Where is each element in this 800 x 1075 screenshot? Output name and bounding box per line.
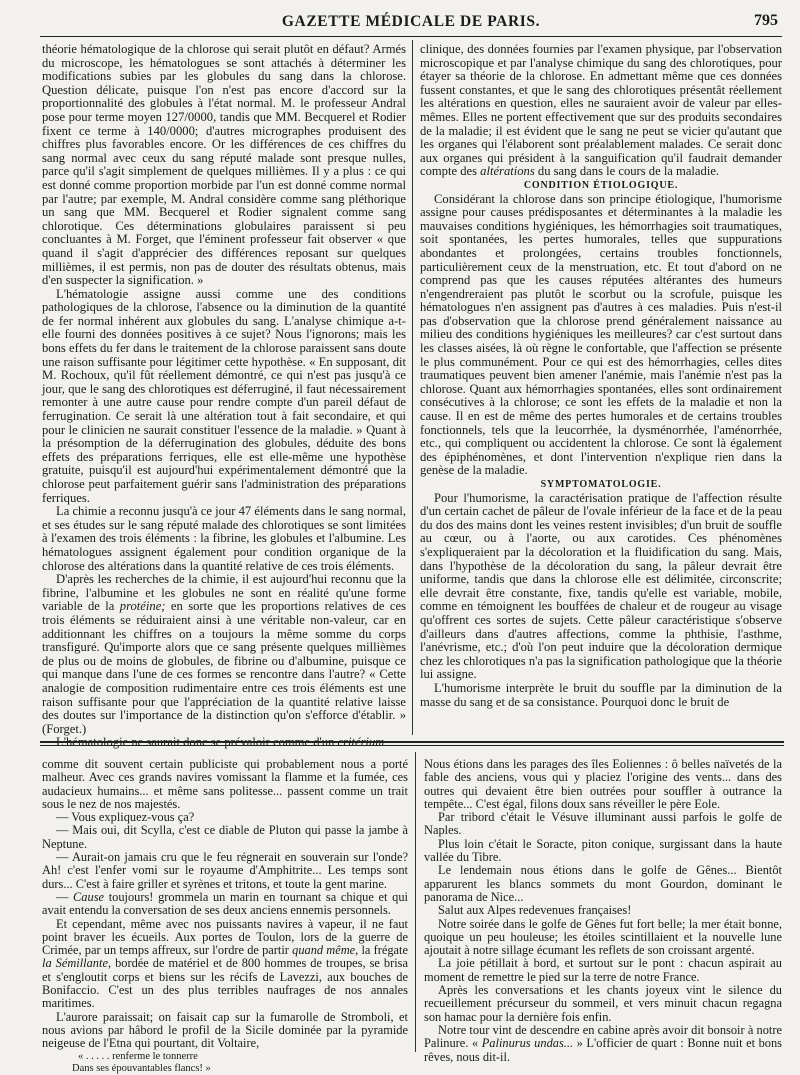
dialogue-line: — Mais oui, dit Scylla, c'est ce diable de Pluton qui passe la jambe à Neptune. bbox=[42, 823, 408, 851]
paragraph: Après les conversations et les chants joyeux vint le silence du recueillement précurseur du sommeil, et vers minuit chacun regagna son hamac pour la dernière fois enfin. bbox=[424, 983, 782, 1024]
page-number: 795 bbox=[754, 12, 778, 29]
paragraph: Nous étions dans les parages des îles Eoliennes : ô belles naïvetés de la fable des anciens, vous qui y placiez l'origine des vents... dans des outres qui devaient être bien outrées pour souffler à outrance la tempête... C'est égal, filons doux sans réveiller le père Eole. bbox=[424, 757, 782, 811]
verse-line: Dans ses épouvantables flancs! » bbox=[72, 1062, 211, 1074]
journal-title: GAZETTE MÉDICALE DE PARIS. bbox=[281, 13, 541, 30]
text-run: la frégate bbox=[361, 943, 408, 958]
paragraph: Pour l'humorisme, la caractérisation pratique de l'affection résulte d'un certain cachet de pâleur de l'ovale inférieur de la face et de la peau du dos des mains dont les veines restent invisibles; d'un bruit de souffle au cœur, ou à l'aorte, ou aux carotides. Ces phénomènes s'expliqueraient par la décoloration et la fluidification du sang. Mais, dans l'hypothèse de la décoloration du sang, la pâleur devrait être uniforme, tandis que dans la chlorose elle est délimitée, circonscrite; elle devrait être constante, fixe, tandis qu'elle est variable, mobile, comme en témoignent les bouffées de chaleur et de rougeur au visage qu'offrent ces sortes de sujets. Cette pâleur caractéristique s'observe d'ailleurs dans d'autres affections, comme la phthisie, l'asthme, l'anévrisme, etc.; d'où l'on peut induire que la décoloration dermique chez les chlorotiques n'a pas la signification pathologique que la théorie lui assigne. bbox=[420, 490, 782, 682]
column-divider bbox=[412, 40, 413, 735]
emphasis: altérations bbox=[480, 164, 535, 179]
feuilleton-rule-thin bbox=[40, 745, 784, 746]
paragraph: La joie pétillait à bord, et surtout sur le pont : chacun aspirait au moment de remettre le pied sur la terre de notre France. bbox=[424, 956, 782, 984]
paragraph: Salut aux Alpes redevenues françaises! bbox=[438, 903, 632, 918]
verse-line: « . . . . . renferme le tonnerre bbox=[78, 1050, 198, 1062]
paragraph: L'hématologie assigne aussi comme une des conditions pathologiques de la chlorose, l'absence ou la diminution de la quantité de fer normal inhérent aux globules du sang. L'analyse chimique a-t-elle fourni des données positives à ce sujet? Nous l'ignorons; mais les bons effets du fer dans le traitement de la chlorose paraissent sans doute une raison suffisante pour légitimer cette hypothèse. « En supposant, dit M. Rochoux, qu'il fût réellement démontré, ce qui n'est pas jusqu'à ce jour, que le sang des chlorotiques est déferruginé, il faut nécessairement remonter à une autre cause pour rendre compte d'un pareil défaut de ferrugination. Ce serait là une altération tout à fait secondaire, et qui pour le clinicien ne saurait constituer l'essence de la maladie. » Quant à la présomption de la déferrugination des globules, déduite des bons effets des préparations ferriques, elle est elle-même une hypothèse gratuite, puisqu'il est aujourd'hui expérimentalement démontré que la chlorose peut parfaitement guérir sans l'administration des préparations ferriques. bbox=[42, 286, 406, 505]
feuilleton-rule bbox=[40, 741, 784, 743]
emphasis: la Sémillante, bbox=[42, 956, 112, 971]
dialogue-line: — Vous expliquez-vous ça? bbox=[56, 810, 195, 825]
section-heading-symptoms: SYMPTOMATOLOGIE. bbox=[540, 479, 662, 490]
paragraph: Le lendemain nous étions dans le golfe de Gênes... Bientôt apparurent les blancs sommets du mont Gourdon, dominant le panorama de Nice... bbox=[424, 863, 782, 904]
emphasis: Palinurus undas... bbox=[481, 1036, 574, 1051]
emphasis: protéine; bbox=[119, 599, 166, 614]
text-run: — bbox=[56, 889, 69, 904]
text-run: en sorte que les proportions relatives de ces trois éléments se réduiraient ainsi à une véritable non-valeur, car en additionnant les chiffres on a toujours la même somme du corps transfiguré. Qu'importe alors que ce sang présente quelques millièmes de plus ou de moins de globules, de fibrine ou d'albumine, puisque ce qui manque dans l'une de ces formes se rencontre dans l'autre? « Cette analogie de composition rudimentaire entre ces trois éléments est une raison suffisante pour que l'appréciation de la quantité relative laisse des doutes sur l'importance de la distinction qu'on s'efforce d'établir. » (Forget.) bbox=[42, 599, 407, 736]
column-divider bbox=[415, 752, 416, 1052]
feuilleton-column-right bbox=[424, 757, 782, 1064]
text-run: clinique, des données fournies par l'examen physique, par l'observation microscopique et par l'analyse chimique du sang des chlorotiques, pour étayer sa théorie de la chlorose. En admettant même que ces données fussent constantes, et que le sang des chlorotiques présentât réellement les altérations en question, elles ne sauraient avoir de valeur par elles-mêmes. Elles ne portent effectivement que sur des produits secondaires de la maladie; il est évident que le sang ne peut se vicier qu'autant que les organes qui l'élaborent sont préalablement malades. Ce serait donc aux organes qui président à la sanguification qu'il faudrait demander compte des bbox=[420, 42, 782, 179]
paragraph: Considérant la chlorose dans son principe étiologique, l'humorisme assigne pour causes prédisposantes et déterminantes à la maladie les mauvaises conditions hygiéniques, les hémorrhagies soit traumatiques, soit spontanées, les pertes humorales, telles que suppurations abondantes et prolongées, certains troubles fonctionnels, particulièrement ceux de la menstruation, etc. Et tout d'abord on ne comprend pas que les causes réputées altérantes des humeurs n'engendreraient pas plutôt le scorbut ou la scrofule, puisque les hématologues n'en assignent pas d'autres à ces maladies. Puis n'est-il pas d'observation que la chlorose prend généralement naissance au milieu des conditions hygiéniques les meilleures? car c'est surtout dans les classes aisées, là où règne le confortable, que l'affection se présente le plus communément. Pour ce qui est des hémorrhagies, celles dites traumatiques peuvent bien amener l'anémie, mais l'anémie n'est pas la chlorose. Quant aux hémorrhagies spontanées, elles sont ordinairement consécutives à la chlorose; ce sont les effets de la maladie et non la cause. Il en est de même des pertes humorales et de certains troubles fonctionnels, tels que la leucorrhée, la dysménorrhée, l'aménorrhée, etc., qui compliquent ou accidentent la chlorose. Ce sont là également des épiphénomènes, et dont l'intervention n'explique rien dans la genèse de la maladie. bbox=[420, 191, 782, 478]
dialogue-line bbox=[42, 891, 408, 918]
paragraph: Plus loin c'était le Soracte, piton conique, surgissant dans la haute vallée du Tibre. bbox=[424, 836, 782, 865]
paragraph bbox=[42, 918, 408, 1011]
paragraph bbox=[420, 43, 782, 179]
text-run: Notre tour vint de descendre en cabine après avoir dit bonsoir à notre Palinure. « bbox=[424, 1022, 782, 1051]
paragraph: L'aurore paraissait; on faisait cap sur la fumarolle de Stromboli, et nous avions par hâbord le profil de la Sicile dominée par la pyramide neigeuse de l'Etna qui pourtant, dit Voltaire, bbox=[42, 1009, 408, 1051]
paragraph: La chimie a reconnu jusqu'à ce jour 47 éléments dans le sang normal, et ses études sur le sang réputé malade des chlorotiques se sont limitées à l'examen des trois éléments : la fibrine, les globules et l'albumine. Les hématologues assignent également pour condition organique de la chlorose des altérations dans la quantité relative de ces trois éléments. bbox=[42, 504, 406, 573]
text-run: D'après les recherches de la chimie, il est aujourd'hui reconnu que la fibrine, l'albumine et les globules ne sont en réalité qu'une forme variable de la bbox=[42, 572, 406, 614]
paragraph bbox=[42, 736, 406, 750]
text-run: » L'officier de quart : Bonne nuit et bons rêves, nous dit-il. bbox=[424, 1036, 782, 1064]
paragraph: Par tribord c'était le Vésuve illuminant aussi parfois le golfe de Naples. bbox=[424, 810, 782, 838]
section-heading-etiology: CONDITION ÉTIOLOGIQUE. bbox=[523, 179, 679, 191]
text-run: toujours! grommela un marin en tournant sa chique et qui avait entendu la conversation de ses deux anciens ennemis personnels. bbox=[42, 889, 408, 918]
emphasis: Cause bbox=[73, 889, 105, 904]
emphasis: quand même, bbox=[292, 943, 359, 958]
paragraph bbox=[424, 1024, 782, 1064]
running-head bbox=[40, 12, 782, 37]
text-run: bordée de matériel et de 800 hommes de troupes, se brisa et s'engloutit corps et biens sur les récifs de Lavezzi, aux bouches de Bonifaccio. C'est un des plus terribles naufrages de nos annales maritimes. bbox=[42, 956, 408, 1011]
text-run: du sang dans le cours de la maladie. bbox=[537, 164, 720, 179]
dialogue-line: — Aurait-on jamais cru que le feu régnerait en souverain sur l'onde? Ah! c'est l'enfer vomi sur le royaume d'Amphitrite... Les temps sont durs... C'est à faire griller et syrènes et tritons, et toute la gent marine. bbox=[42, 850, 408, 891]
paragraph: L'humorisme interprète le bruit du souffle par la diminution de la masse du sang et de sa consistance. Pourquoi donc le bruit de bbox=[420, 680, 782, 709]
feuilleton-column-left bbox=[42, 757, 408, 1074]
paragraph: théorie hématologique de la chlorose qui serait plutôt en défaut? Armés du microscope, les hématologues se sont attachés à déterminer les modifications subies par les globules du sang dans la chlorose. Question délicate, puisque l'on n'est pas encore d'accord sur la proportionnalité des globules à l'état normal. M. le professeur Andral pose pour terme moyen 127/0000, tandis que MM. Becquerel et Rodier fixent ce terme à 140/0000; d'autres micrographes produisent des chiffres plus favorables encore. Or les différences de ces chiffres du sang normal avec ceux du sang réputé malade sont presque nulles, parce qu'il s'agit simplement de quelques millièmes. Il y a plus : ce qui est donné comme proportion morbide par l'un est donné comme normal par l'autre; par exemple, M. Andral considère comme sang pléthorique un sang que MM. Becquerel et Rodier signalent comme sang chlorotique. Ces déterminations globulaires paraissent si peu concluantes à M. Forget, que l'éminent professeur fait observer « que quand il s'agit d'apprécier des différences reposant sur quelques millièmes, il est permis, non pas de douter des résultats obtenus, mais d'en suspecter la signification. » bbox=[42, 42, 406, 288]
article-column-right bbox=[420, 43, 782, 735]
text-run: Et cependant, même avec nos puissants navires à vapeur, il ne faut point braver les écueils. Aux portes de Toulon, lors de la guerre de Crimée, par un temps affreux, sur l'ordre de partir bbox=[42, 916, 408, 958]
paragraph bbox=[42, 573, 406, 736]
paragraph: Notre soirée dans le golfe de Gênes fut fort belle; la mer était bonne, quoique un peu houleuse; les étoiles scintillaient et la nouvelle lune ajoutait à notre sillage écumant les reflets de son croissant argenté. bbox=[424, 916, 782, 958]
paragraph: comme dit souvent certain publiciste qui probablement nous a porté malheur. Avec ces grands navires vomissant la flamme et la fumée, ces audacieux humains... et même sans politesse... passent comme un trait sous le nez de nos majestés. bbox=[42, 757, 408, 811]
article-column-left bbox=[42, 42, 407, 736]
